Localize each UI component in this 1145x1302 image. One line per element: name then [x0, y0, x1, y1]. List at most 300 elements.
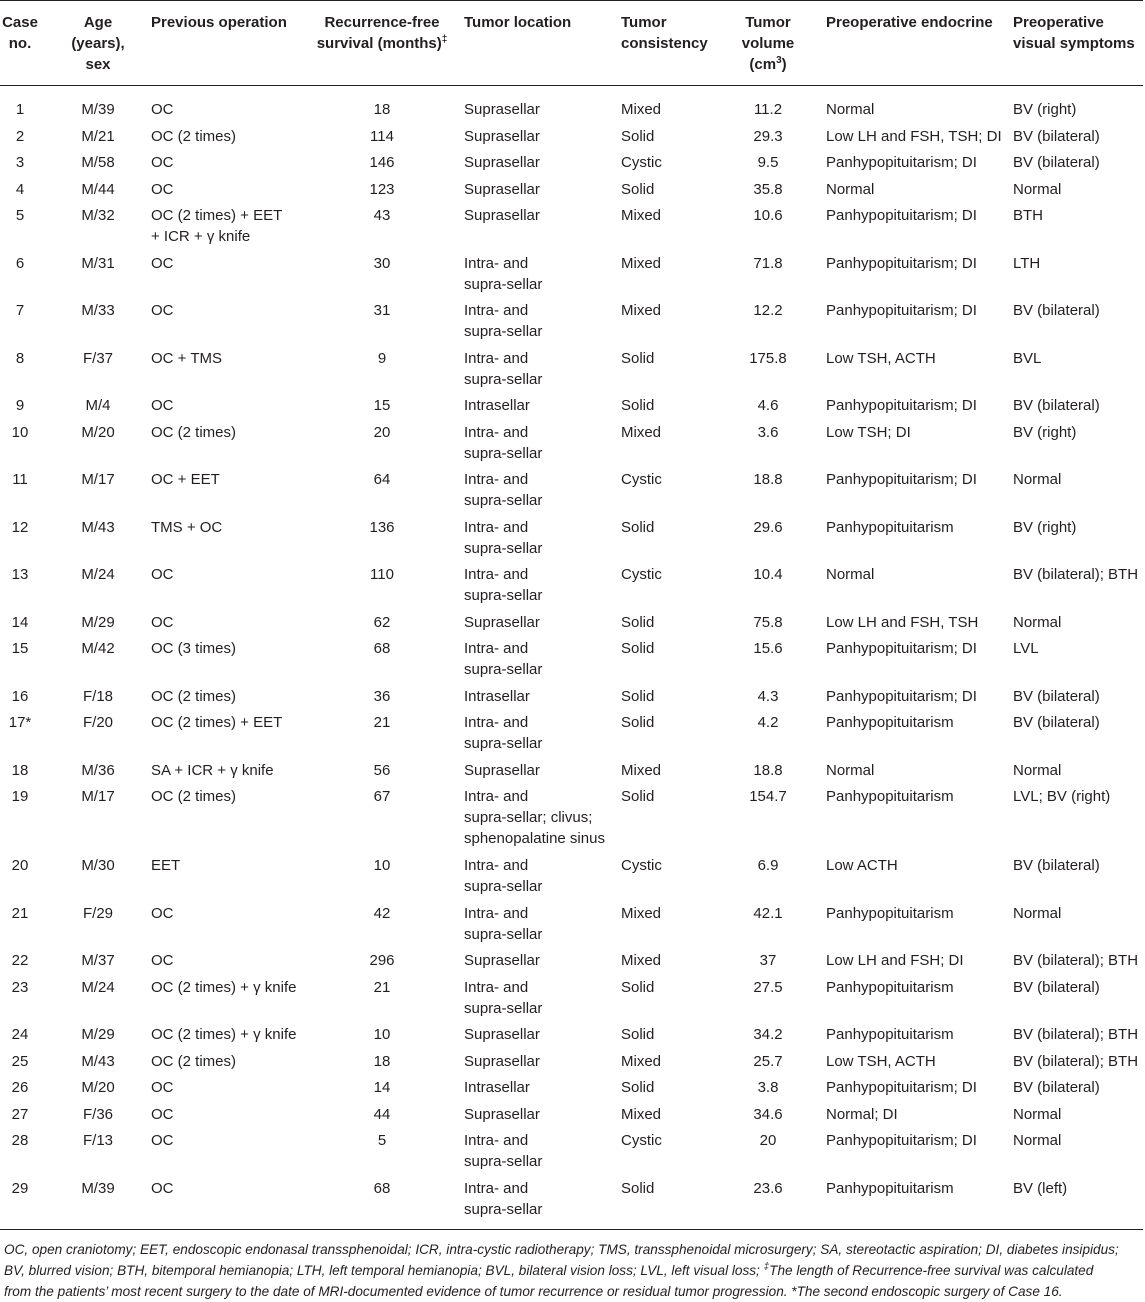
cell-tumor-location-line: supra-sellar	[464, 539, 543, 557]
cell-preop-visual: BV (bilateral); BTH	[1013, 952, 1139, 969]
cell-recurrence-free: 21	[373, 714, 391, 731]
cell-age-sex: F/29	[82, 904, 113, 922]
cell-tumor-volume: 75.8	[753, 613, 783, 631]
cell-preop-endocrine: Panhypopituitarism; DI	[826, 471, 977, 488]
cell-recurrence-free: 18	[373, 101, 391, 118]
cell-tumor-location-line: Suprasellar	[464, 1026, 540, 1043]
cell-tumor-location-line: Suprasellar	[464, 207, 540, 224]
cell-previous-operation	[151, 1104, 174, 1125]
cell-tumor-volume: 42.1	[753, 904, 783, 922]
cell-tumor-location	[464, 712, 542, 754]
cell-tumor-location	[464, 152, 540, 173]
cell-tumor-location-line: Suprasellar	[464, 761, 540, 779]
cell-age-sex: M/24	[81, 566, 115, 583]
cell-preop-endocrine: Low LH and FSH; DI	[826, 952, 964, 969]
cell-recurrence-free: 31	[373, 302, 391, 319]
cell-tumor-location-line: supra-sellar	[464, 492, 543, 509]
cell-tumor-consistency: Mixed	[621, 254, 662, 272]
cell-recurrence-free: 56	[373, 761, 391, 779]
cell-tumor-volume: 12.2	[753, 302, 783, 319]
cell-preop-endocrine: Panhypopituitarism; DI	[826, 302, 977, 319]
cell-tumor-location	[464, 686, 530, 707]
header-age-sex	[56, 12, 140, 75]
cell-preop-visual: BV (right)	[1013, 518, 1077, 536]
cell-tumor-location-line: supra-sellar	[464, 587, 543, 604]
cell-tumor-location	[464, 126, 540, 147]
cell-case-no: 20	[11, 857, 29, 874]
cell-case-no: 14	[11, 613, 29, 631]
header-case-line2: no.	[8, 35, 32, 52]
cell-case-no: 25	[11, 1052, 29, 1070]
cell-preop-endocrine: Panhypopituitarism; DI	[826, 397, 977, 414]
cell-case-no: 18	[11, 761, 29, 779]
header-vol-line3: (cm	[749, 56, 777, 73]
cell-preop-endocrine: Panhypopituitarism	[826, 904, 954, 922]
header-age-line2: sex	[85, 56, 111, 73]
cell-tumor-location-line: Suprasellar	[464, 613, 540, 631]
cell-preop-visual: BVL	[1013, 349, 1042, 367]
cell-previous-operation	[151, 126, 236, 147]
cell-tumor-location	[464, 517, 542, 559]
cell-case-no: 13	[11, 566, 29, 583]
cell-previous-operation-line: OC (2 times)	[151, 423, 237, 441]
cell-case-no: 21	[11, 904, 29, 922]
header-previous-operation	[151, 12, 287, 33]
header-tumor-consistency	[621, 12, 708, 54]
cell-age-sex: M/43	[81, 1052, 115, 1070]
cell-case-no: 3	[15, 154, 25, 171]
cell-recurrence-free: 114	[370, 127, 394, 145]
cell-preop-visual: Normal	[1013, 613, 1062, 631]
cell-previous-operation	[151, 760, 274, 781]
cell-preop-endocrine: Panhypopituitarism; DI	[826, 207, 977, 224]
header-loc-line1: Tumor location	[464, 14, 572, 31]
cell-age-sex: M/58	[81, 154, 115, 171]
cell-previous-operation-line: + ICR + γ knife	[151, 228, 251, 245]
cell-preop-endocrine: Low TSH, ACTH	[826, 1052, 936, 1070]
cell-case-no: 6	[15, 254, 25, 272]
cell-tumor-location-line: supra-sellar	[464, 661, 543, 678]
cell-tumor-consistency: Mixed	[621, 207, 662, 224]
cell-tumor-location	[464, 855, 542, 897]
cell-preop-visual: BV (left)	[1013, 1179, 1068, 1197]
cell-age-sex: F/18	[82, 687, 113, 705]
cell-tumor-volume: 6.9	[757, 857, 779, 874]
cell-previous-operation	[151, 712, 282, 733]
header-vol-line2: volume	[741, 35, 795, 52]
cell-tumor-location-line: Intra- and	[464, 254, 529, 272]
cell-previous-operation-line: OC (2 times)	[151, 788, 237, 805]
cell-preop-visual: Normal	[1013, 1105, 1062, 1123]
cell-age-sex: M/42	[81, 640, 115, 657]
cell-previous-operation	[151, 950, 174, 971]
cell-preop-endocrine: Low TSH; DI	[826, 423, 911, 441]
cell-age-sex: F/37	[82, 349, 113, 367]
cell-tumor-consistency: Cystic	[621, 154, 662, 171]
cell-age-sex: M/20	[81, 1079, 115, 1096]
cell-case-no: 11	[12, 471, 28, 488]
cell-tumor-consistency: Solid	[621, 1079, 655, 1096]
header-tumor-location	[464, 12, 571, 33]
cell-tumor-volume: 34.6	[753, 1105, 783, 1123]
cell-tumor-location-line: Suprasellar	[464, 952, 540, 969]
cell-tumor-location-line: supra-sellar; clivus;	[464, 809, 593, 826]
cell-preop-endocrine: Normal	[826, 180, 875, 198]
cell-preop-endocrine: Panhypopituitarism	[826, 788, 954, 805]
cell-tumor-volume: 27.5	[753, 978, 783, 996]
cell-tumor-location-line: Suprasellar	[464, 127, 540, 145]
cell-tumor-volume: 3.6	[757, 423, 779, 441]
cell-tumor-location-line: Intra- and	[464, 302, 529, 319]
cell-recurrence-free: 15	[373, 397, 391, 414]
cell-case-no: 8	[15, 349, 25, 367]
cell-tumor-consistency: Solid	[621, 518, 655, 536]
cell-case-no: 17*	[8, 714, 32, 731]
cell-previous-operation	[151, 1024, 296, 1045]
cell-case-no: 27	[11, 1105, 29, 1123]
cell-previous-operation-line: OC	[151, 566, 174, 583]
cell-case-no: 10	[11, 423, 29, 441]
cell-recurrence-free: 62	[373, 613, 391, 631]
cell-recurrence-free: 296	[369, 952, 395, 969]
cell-preop-endocrine: Panhypopituitarism; DI	[826, 1079, 977, 1096]
cell-age-sex: F/20	[82, 714, 113, 731]
cell-tumor-volume: 10.6	[753, 207, 783, 224]
cell-tumor-consistency: Solid	[621, 1179, 655, 1197]
cell-recurrence-free: 36	[373, 687, 391, 705]
cell-tumor-location	[464, 253, 542, 295]
cell-previous-operation	[151, 422, 236, 443]
cell-age-sex: M/33	[81, 302, 115, 319]
cell-tumor-volume: 3.8	[757, 1079, 779, 1096]
cell-preop-endocrine: Panhypopituitarism; DI	[826, 154, 977, 171]
cell-previous-operation-line: OC (3 times)	[151, 640, 237, 657]
header-vis-line1: Preoperative	[1013, 14, 1104, 31]
header-case-line1: Case	[2, 14, 38, 31]
cell-tumor-consistency: Mixed	[621, 1105, 662, 1123]
cell-tumor-location	[464, 786, 605, 849]
cell-tumor-consistency: Cystic	[621, 471, 662, 488]
cell-case-no: 12	[11, 518, 29, 536]
cell-tumor-volume: 154.7	[749, 788, 787, 805]
cell-tumor-consistency: Solid	[621, 613, 655, 631]
cell-previous-operation-line: OC (2 times) + EET	[151, 714, 283, 731]
cell-tumor-volume: 10.4	[753, 566, 783, 583]
cell-previous-operation	[151, 99, 174, 120]
cell-tumor-location	[464, 1051, 540, 1072]
cell-preop-endocrine: Panhypopituitarism	[826, 518, 954, 536]
cell-tumor-location-line: supra-sellar	[464, 999, 543, 1017]
cell-case-no: 4	[15, 180, 25, 198]
cell-tumor-location-line: Intra- and	[464, 714, 529, 731]
footnote-line1: OC, open craniotomy; EET, endoscopic endonasal transsphenoidal; ICR, intra-cystic radiotherapy; TMS, transsphenoidal microsurgery; SA, stereotactic aspiration; DI, diabetes insipidus;	[4, 1242, 1119, 1257]
cell-preop-visual: BV (bilateral)	[1013, 857, 1100, 874]
cell-case-no: 28	[11, 1132, 29, 1149]
cell-tumor-location-line: Intra- and	[464, 566, 529, 583]
cell-previous-operation-line: OC	[151, 302, 174, 319]
footnote-line2b: The length of Recurrence-free survival was calculated	[769, 1263, 1094, 1278]
header-cons-line2: consistency	[621, 35, 708, 52]
cell-previous-operation	[151, 1178, 174, 1199]
cell-tumor-location-line: supra-sellar	[464, 275, 543, 293]
cell-tumor-location-line: supra-sellar	[464, 1200, 543, 1218]
cell-tumor-location-line: sphenopalatine sinus	[464, 830, 605, 847]
header-tumor-volume	[728, 12, 808, 75]
cell-preop-endocrine: Normal	[826, 566, 875, 583]
cell-preop-visual: Normal	[1013, 761, 1062, 779]
cell-recurrence-free: 110	[370, 566, 394, 583]
cell-tumor-location	[464, 950, 540, 971]
cell-previous-operation-line: OC (2 times) + γ knife	[151, 1026, 297, 1043]
cell-tumor-location-line: supra-sellar	[464, 1153, 543, 1170]
cell-preop-endocrine: Normal	[826, 101, 875, 118]
cell-tumor-volume: 37	[759, 952, 777, 969]
cell-preop-visual: BV (right)	[1013, 101, 1077, 118]
cell-tumor-location-line: Intra- and	[464, 1132, 529, 1149]
cell-recurrence-free: 18	[373, 1052, 391, 1070]
cell-tumor-location	[464, 1178, 542, 1220]
cell-tumor-location	[464, 179, 540, 200]
cell-tumor-consistency: Mixed	[621, 904, 662, 922]
cell-tumor-consistency: Mixed	[621, 302, 662, 319]
header-vol-close: )	[781, 56, 787, 73]
cell-previous-operation-line: OC (2 times)	[151, 127, 237, 145]
cell-preop-endocrine: Low LH and FSH, TSH; DI	[826, 127, 1002, 145]
header-rfs-line2: survival (months)	[316, 35, 442, 52]
cell-tumor-consistency: Cystic	[621, 566, 662, 583]
cell-preop-visual: BV (bilateral)	[1013, 687, 1100, 705]
cell-preop-visual: BV (bilateral)	[1013, 1079, 1100, 1096]
cell-previous-operation	[151, 152, 174, 173]
cell-previous-operation-line: OC	[151, 1132, 174, 1149]
cell-tumor-consistency: Solid	[621, 1026, 655, 1043]
cell-tumor-consistency: Solid	[621, 349, 655, 367]
cell-preop-endocrine: Panhypopituitarism; DI	[826, 254, 977, 272]
cell-previous-operation-line: OC	[151, 101, 174, 118]
cell-preop-endocrine: Panhypopituitarism; DI	[826, 687, 977, 705]
cell-tumor-volume: 4.6	[757, 397, 779, 414]
cell-preop-endocrine: Panhypopituitarism	[826, 1179, 954, 1197]
cell-previous-operation	[151, 786, 236, 807]
cell-tumor-location	[464, 1077, 530, 1098]
cell-age-sex: M/17	[81, 471, 115, 488]
cell-preop-visual: BV (bilateral)	[1013, 714, 1100, 731]
header-rfs-line1: Recurrence-free	[324, 14, 440, 31]
cell-case-no: 15	[11, 640, 29, 657]
cell-previous-operation-line: OC	[151, 154, 174, 171]
cell-age-sex: M/39	[81, 1179, 115, 1197]
cell-recurrence-free: 67	[373, 788, 391, 805]
cell-age-sex: M/31	[81, 254, 115, 272]
cell-tumor-volume: 20	[759, 1132, 777, 1149]
cell-recurrence-free: 136	[369, 518, 395, 536]
cell-previous-operation	[151, 612, 174, 633]
cell-tumor-location-line: supra-sellar	[464, 878, 543, 895]
cell-recurrence-free: 30	[373, 254, 391, 272]
cell-previous-operation	[151, 395, 174, 416]
cell-previous-operation-line: OC (2 times)	[151, 687, 237, 705]
cell-tumor-location	[464, 422, 542, 464]
cell-preop-visual: BV (bilateral); BTH	[1013, 1052, 1139, 1070]
cell-age-sex: F/13	[82, 1132, 113, 1149]
cell-tumor-location	[464, 903, 542, 945]
cell-age-sex: M/36	[81, 761, 115, 779]
cell-previous-operation-line: OC	[151, 1079, 174, 1096]
bottom-rule	[0, 1229, 1143, 1230]
cell-tumor-location	[464, 348, 542, 390]
cell-preop-endocrine: Normal; DI	[826, 1105, 898, 1123]
cell-previous-operation-line: TMS + OC	[151, 518, 223, 536]
footnote-line3: from the patients’ most recent surgery to the date of MRI-documented evidence of tumor recurrence or residual tumor progression. *The second endoscopic surgery of Case 16.	[4, 1284, 1063, 1299]
cell-previous-operation-line: SA + ICR + γ knife	[151, 761, 274, 779]
table-footnote	[4, 1239, 1142, 1302]
cell-tumor-volume: 23.6	[753, 1179, 783, 1197]
cell-previous-operation-line: OC + TMS	[151, 349, 222, 367]
cell-preop-visual: LTH	[1013, 254, 1041, 272]
cell-tumor-location-line: Intra- and	[464, 788, 529, 805]
cell-tumor-volume: 11.2	[753, 101, 783, 118]
cell-tumor-location-line: Suprasellar	[464, 180, 540, 198]
cell-age-sex: M/29	[81, 1026, 115, 1043]
cell-tumor-volume: 71.8	[753, 254, 783, 272]
cell-case-no: 1	[15, 101, 25, 118]
cell-preop-visual: LVL; BV (right)	[1013, 788, 1111, 805]
cell-preop-visual: BV (bilateral)	[1013, 127, 1100, 145]
cell-preop-endocrine: Low ACTH	[826, 857, 898, 874]
cell-case-no: 29	[11, 1179, 29, 1197]
cell-tumor-volume: 35.8	[753, 180, 783, 198]
cell-previous-operation-line: OC	[151, 952, 174, 969]
cell-tumor-consistency: Mixed	[621, 1052, 662, 1070]
header-preoperative-endocrine	[826, 12, 993, 33]
cell-tumor-location-line: Suprasellar	[464, 1052, 540, 1070]
cell-previous-operation	[151, 1051, 236, 1072]
cell-case-no: 19	[11, 788, 29, 805]
header-visual-symptoms	[1013, 12, 1135, 54]
cell-tumor-location	[464, 1130, 542, 1172]
header-rule	[0, 85, 1143, 86]
cell-previous-operation-line: OC	[151, 254, 174, 272]
cell-previous-operation-line: OC (2 times)	[151, 1052, 237, 1070]
cell-age-sex: M/4	[85, 397, 111, 414]
cell-preop-endocrine: Panhypopituitarism	[826, 978, 954, 996]
cell-tumor-location	[464, 638, 542, 680]
header-recurrence-free-survival	[306, 12, 458, 54]
cell-previous-operation	[151, 564, 174, 585]
cell-tumor-volume: 9.5	[757, 154, 779, 171]
cell-previous-operation-line: OC (2 times) + EET	[151, 207, 283, 224]
cell-case-no: 16	[11, 687, 29, 705]
cell-previous-operation	[151, 638, 236, 659]
cell-previous-operation	[151, 300, 174, 321]
cell-tumor-consistency: Solid	[621, 687, 655, 705]
cell-tumor-consistency: Solid	[621, 788, 655, 805]
cell-tumor-consistency: Solid	[621, 640, 655, 657]
cell-age-sex: M/20	[81, 423, 115, 441]
cell-recurrence-free: 64	[373, 471, 391, 488]
cell-tumor-consistency: Solid	[621, 978, 655, 996]
cell-age-sex: M/29	[81, 613, 115, 631]
cell-tumor-volume: 25.7	[753, 1052, 783, 1070]
cell-previous-operation	[151, 686, 236, 707]
cell-tumor-location	[464, 612, 540, 633]
cell-age-sex: F/36	[82, 1105, 113, 1123]
cell-recurrence-free: 44	[373, 1105, 391, 1123]
cell-tumor-location-line: Intra- and	[464, 349, 529, 367]
cell-preop-visual: BV (bilateral); BTH	[1013, 1026, 1139, 1043]
top-rule	[0, 0, 1143, 1]
cell-tumor-volume: 34.2	[753, 1026, 783, 1043]
cell-previous-operation	[151, 348, 222, 369]
header-age-line1: Age (years),	[71, 14, 125, 52]
cell-previous-operation-line: OC + EET	[151, 471, 220, 488]
header-vis-line2: visual symptoms	[1013, 35, 1135, 52]
cell-tumor-consistency: Solid	[621, 397, 655, 414]
cell-preop-visual: BV (bilateral)	[1013, 154, 1100, 171]
header-op-line1: Previous operation	[151, 14, 287, 31]
footnote-sup: ‡	[763, 1261, 770, 1273]
cell-preop-visual: Normal	[1013, 1132, 1062, 1149]
cell-previous-operation	[151, 205, 282, 247]
cell-tumor-location-line: Suprasellar	[464, 101, 540, 118]
cell-age-sex: M/30	[81, 857, 115, 874]
cell-tumor-volume: 4.3	[757, 687, 779, 705]
header-cons-line1: Tumor	[621, 14, 667, 31]
cell-tumor-location	[464, 99, 540, 120]
cell-tumor-location-line: Suprasellar	[464, 1105, 540, 1123]
cell-tumor-location-line: Intra- and	[464, 1179, 529, 1197]
cell-previous-operation-line: OC	[151, 397, 174, 414]
cell-previous-operation	[151, 1130, 174, 1151]
cell-tumor-location	[464, 469, 542, 511]
cell-tumor-location	[464, 1104, 540, 1125]
cell-tumor-consistency: Solid	[621, 180, 655, 198]
cell-preop-visual: Normal	[1013, 471, 1062, 488]
cell-tumor-location-line: Intra- and	[464, 471, 529, 488]
cell-tumor-location-line: Intra- and	[464, 640, 529, 657]
cell-tumor-location-line: Intra- and	[464, 904, 529, 922]
cell-tumor-consistency: Mixed	[621, 761, 662, 779]
cell-tumor-volume: 4.2	[757, 714, 779, 731]
cell-recurrence-free: 123	[369, 180, 395, 198]
cell-tumor-consistency: Solid	[621, 714, 655, 731]
cell-case-no: 23	[11, 978, 29, 996]
header-endo-line1: Preoperative endocrine	[826, 14, 993, 31]
cell-recurrence-free: 42	[373, 904, 391, 922]
cell-previous-operation	[151, 253, 174, 274]
cell-age-sex: M/24	[81, 978, 115, 996]
cell-tumor-volume: 18.8	[753, 761, 783, 779]
cell-previous-operation-line: OC (2 times) + γ knife	[151, 978, 297, 996]
cell-age-sex: M/17	[81, 788, 115, 805]
cell-preop-endocrine: Panhypopituitarism	[826, 1026, 954, 1043]
cell-tumor-location-line: supra-sellar	[464, 444, 543, 462]
cell-case-no: 24	[11, 1026, 29, 1043]
cell-case-no: 22	[11, 952, 29, 969]
cell-preop-endocrine: Panhypopituitarism; DI	[826, 1132, 977, 1149]
cell-case-no: 7	[15, 302, 25, 319]
cell-recurrence-free: 5	[377, 1132, 387, 1149]
cell-preop-visual: Normal	[1013, 904, 1062, 922]
cell-previous-operation-line: OC	[151, 1105, 174, 1123]
cell-tumor-location-line: Intra- and	[464, 978, 529, 996]
cell-tumor-location-line: supra-sellar	[464, 370, 543, 388]
footnote-line2a: BV, blurred vision; BTH, bitemporal hemianopia; LTH, left temporal hemianopia; BVL, bilateral vision loss; LVL, left visual loss;	[4, 1263, 764, 1278]
cell-tumor-consistency: Cystic	[621, 857, 662, 874]
cell-previous-operation-line: OC	[151, 904, 174, 922]
cell-previous-operation-line: OC	[151, 613, 174, 631]
cell-age-sex: M/39	[81, 101, 115, 118]
